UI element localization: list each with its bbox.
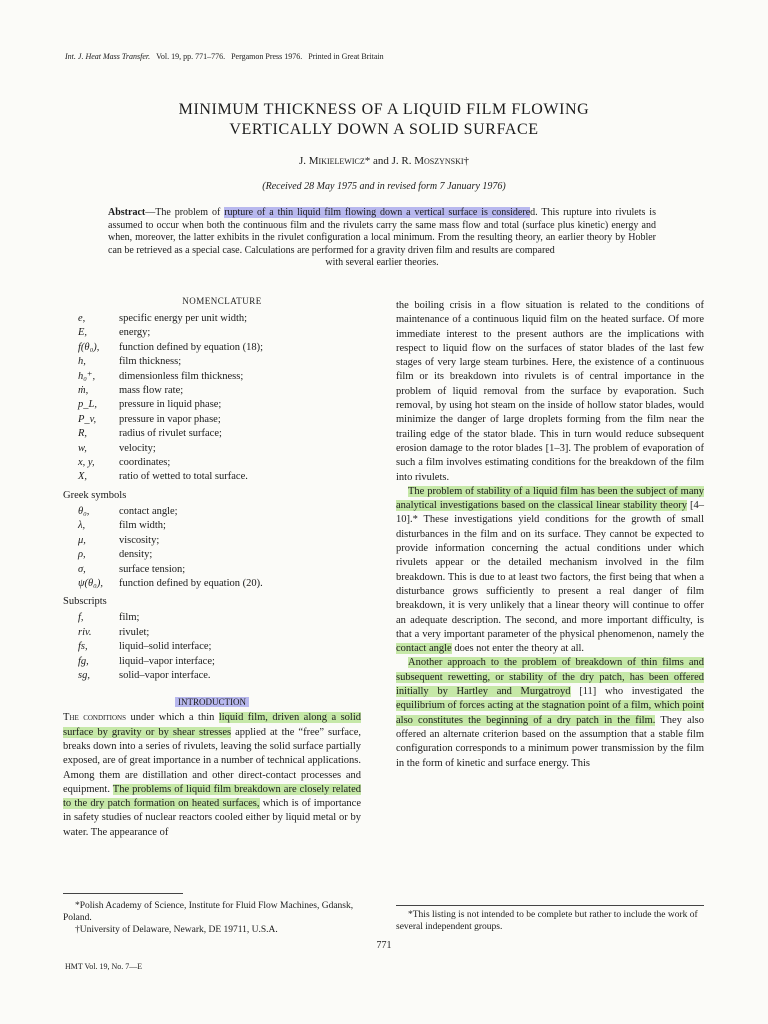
right-paragraph-3: [396, 656, 704, 770]
symbol-description: density;: [119, 549, 153, 561]
subscript-item: [63, 640, 361, 654]
symbol: ρ,: [78, 549, 86, 561]
journal-header: [65, 52, 384, 61]
right-highlight-4: equilibrium of forces acting at the stagnation point of a film, which point also constitutes the beginning of a dry patch in the film.: [396, 700, 704, 726]
symbol-description: liquid–solid interface;: [119, 641, 212, 653]
author-1-name: Mikielewicz: [308, 155, 365, 167]
introduction-paragraph: [63, 711, 361, 840]
listing-footnote: [396, 909, 704, 933]
symbol-description: film;: [119, 612, 140, 624]
symbol-description: pressure in vapor phase;: [119, 413, 221, 425]
abstract-highlight: rupture of a thin liquid film flowing down a vertical surface is considere: [224, 207, 531, 218]
intro-text-1: under which a thin: [125, 712, 219, 724]
abstract-body: This rupture into rivulets is assumed to occur when both the continuous film and the rivulets carry the same mass flow and total (surface plus kinetic) energy and when, moreover, the latter exhibits in the rivulet configuration a local minimum. From the resulting theory, an earlier theory by Hobler can be retrieved as a special case. Calculations are performed for a gravity driven film and results are compared: [108, 207, 656, 256]
nomenclature-item: [63, 341, 361, 355]
symbol-description: liquid–vapor interface;: [119, 655, 215, 667]
symbol: P_v,: [78, 413, 97, 425]
abstract-highlight-tail: d.: [530, 207, 538, 218]
greek-item: [63, 534, 361, 548]
right-paragraph-1: the boiling crisis in a flow situation is related to the conditions of maintenance of a continuous liquid film on the heated surface. Of more immediate interest to the present authors are the implications with respect to liquid flow on the surfaces of stator blades of the last few stages of very large steam turbines. Here, the existence of a continuous film or its breakdown into rivulets is of central importance in the problem of liquid removal from the surface by evaporation. Such removal, by using hot steam on the inside of hollow stator blades, would minimize the danger of large droplets forming from the film near the trailing edge of the stator blade. This in turn would reduce subsequent erosion damage to the rotor blades [1–3]. The problem of evaporation of such a film involves estimating conditions for the breakdown of the film into rivulets.: [396, 300, 704, 483]
paper-title: [0, 100, 768, 140]
subscripts-heading: Subscripts: [63, 596, 107, 608]
journal-name: Int. J. Heat Mass Transfer.: [65, 52, 151, 61]
journal-printed: Printed in Great Britain: [308, 52, 384, 61]
abstract-dash: —The problem of: [145, 207, 225, 218]
greek-item: [63, 563, 361, 577]
symbol-description: rivulet;: [119, 626, 150, 638]
footnote-rule-right: [396, 905, 704, 906]
symbol: riv.: [78, 626, 92, 638]
symbol: fg,: [78, 655, 89, 667]
symbol-description: dimensionless film thickness;: [119, 370, 244, 382]
right-text-3a: [11] who investigated the: [570, 686, 704, 698]
symbol: f(θ₀),: [78, 341, 100, 353]
author-mark-1: * and J. R.: [364, 155, 415, 167]
nomenclature-item: [63, 384, 361, 398]
symbol-description: radius of rivulet surface;: [119, 428, 222, 440]
author-1-initial: J.: [298, 155, 309, 167]
nomenclature-item: [63, 470, 361, 484]
symbol: p_L,: [78, 399, 97, 411]
symbol-description: velocity;: [119, 442, 156, 454]
nomenclature-item: [63, 456, 361, 470]
abstract-last-line: with several earlier theories.: [325, 257, 439, 268]
symbol: μ,: [78, 534, 86, 546]
greek-item: [63, 505, 361, 519]
title-line-2: VERTICALLY DOWN A SOLID SURFACE: [229, 121, 539, 138]
listing-footnote-text: *This listing is not intended to be complete but rather to include the work of several independent groups.: [396, 910, 698, 932]
symbol: ψ(θ₀),: [78, 577, 103, 589]
right-text-2a: [4–10].* These investigations yield conditions for the growth of small disturbances in the film and on its surface. They cannot be expected to provide information concerning the actual conditions under which rivulets appear or the detailed mechanism involved in the film breakdown. This is due to at least two factors, the first being that when a disturbance grows sufficiently to present a real danger of film breakdown, it is very unlikely that a linear theory will continue to offer an adequate description. The second, and more important difficulty, is that a very important parameter of the physical phenomenon, namely the: [396, 500, 705, 640]
right-column: [396, 299, 704, 771]
received-dates: (Received 28 May 1975 and in revised form 7 January 1976): [262, 181, 506, 192]
symbol: E,: [78, 327, 88, 339]
symbol-description: film thickness;: [119, 356, 182, 368]
footnote-rule-left: [63, 893, 183, 894]
abstract-label: Abstract: [108, 207, 146, 218]
right-highlight-contact-angle: contact angle: [396, 643, 452, 655]
abstract: [108, 207, 656, 270]
intro-text-2: applied at the “free” surface, breaks down into a series of rivulets, leaving the solid surface partially exposed, are of great importance in a number of technical applications. Among them are distillation and other direct-contact processes and equipment.: [63, 726, 361, 795]
right-text-2b: does not enter the theory at all.: [451, 643, 585, 655]
right-paragraph-2: [396, 485, 704, 657]
greek-item: [63, 519, 361, 533]
subscript-item: [63, 611, 361, 625]
affiliation-2: †University of Delaware, Newark, DE 19711, U.S.A.: [75, 925, 278, 935]
nomenclature-item: [63, 312, 361, 326]
nomenclature-item: [63, 326, 361, 340]
symbol-description: energy;: [119, 327, 151, 339]
introduction-heading: INTRODUCTION: [175, 697, 249, 707]
nomenclature-item: [63, 370, 361, 384]
title-line-1: MINIMUM THICKNESS OF A LIQUID FILM FLOWING: [178, 101, 590, 118]
introduction-heading-wrap: [63, 697, 361, 707]
symbol-description: solid–vapor interface.: [119, 669, 211, 681]
right-text-3b: They also offered an alternate criterion based on the assumption that a stable film configuration corresponds to a minimum power transmission by the film in the form of kinetic and surface energy. This: [396, 714, 704, 769]
symbol: x, y,: [78, 457, 95, 469]
symbol-description: film width;: [119, 520, 166, 532]
nomenclature-item: [63, 442, 361, 456]
subscript-item: [63, 626, 361, 640]
symbol: fs,: [78, 641, 88, 653]
right-highlight-1: The problem of stability of a liquid film has been the subject of many analytical investigations based on the classical linear stability theory: [396, 485, 704, 512]
authors: [0, 155, 768, 167]
symbol: θ₀,: [78, 505, 90, 517]
intro-highlight-1: liquid film, driven along a solid surface by gravity or by shear stresses: [63, 712, 361, 738]
symbol: X,: [78, 471, 88, 483]
intro-lead: The conditions: [63, 712, 126, 724]
symbol: σ,: [78, 563, 86, 575]
page-number: 771: [376, 940, 392, 951]
symbol-description: contact angle;: [119, 505, 178, 517]
nomenclature-item: [63, 413, 361, 427]
affiliation-footnotes: [63, 900, 361, 936]
symbol: h,: [78, 356, 86, 368]
journal-volume: Vol. 19, pp. 771–776.: [156, 52, 226, 61]
author-2-name: Moszynski: [414, 155, 464, 167]
symbol: ṁ,: [78, 385, 89, 397]
symbol: h₀⁺,: [78, 370, 96, 382]
symbol-description: function defined by equation (20).: [119, 577, 263, 589]
nomenclature-item: [63, 398, 361, 412]
greek-symbols-heading: Greek symbols: [63, 489, 127, 501]
greek-item: [63, 548, 361, 562]
symbol: λ,: [78, 520, 86, 532]
symbol-description: mass flow rate;: [119, 385, 184, 397]
nomenclature-title: NOMENCLATURE: [182, 296, 262, 306]
left-column: [63, 296, 361, 840]
nomenclature-item: [63, 427, 361, 441]
subscript-item: [63, 655, 361, 669]
nomenclature-list: [63, 312, 361, 485]
symbol: sg,: [78, 669, 90, 681]
symbol-description: ratio of wetted to total surface.: [119, 471, 248, 483]
right-highlight-3: Another approach to the problem of breakdown of thin films and subsequent rewetting, or stability of the dry patch, has been offered initially by Hartley and Murgatroyd: [396, 657, 704, 698]
symbol-description: function defined by equation (18);: [119, 341, 264, 353]
journal-footer: HMT Vol. 19, No. 7—E: [65, 962, 143, 971]
author-mark-2: †: [463, 155, 470, 167]
greek-list: [63, 505, 361, 591]
intro-highlight-2: The problems of liquid film breakdown are closely related to the dry patch formation on heated surfaces,: [63, 783, 361, 810]
journal-publisher: Pergamon Press 1976.: [231, 52, 303, 61]
symbol: R,: [78, 428, 88, 440]
affiliation-1: *Polish Academy of Science, Institute for Fluid Flow Machines, Gdansk, Poland.: [63, 901, 354, 923]
subscript-item: [63, 669, 361, 683]
intro-text-3: which is of importance in safety studies of nuclear reactors cooled either by liquid metal or by water. The appearance of: [63, 798, 362, 838]
symbol-description: viscosity;: [119, 534, 160, 546]
greek-item: [63, 577, 361, 591]
symbol-description: surface tension;: [119, 563, 186, 575]
symbol: f,: [78, 612, 84, 624]
subscript-list: [63, 611, 361, 683]
symbol-description: coordinates;: [119, 457, 171, 469]
symbol-description: specific energy per unit width;: [119, 313, 248, 324]
symbol: w,: [78, 442, 87, 454]
symbol-description: pressure in liquid phase;: [119, 399, 222, 411]
nomenclature-item: [63, 355, 361, 369]
symbol: e,: [78, 313, 86, 324]
